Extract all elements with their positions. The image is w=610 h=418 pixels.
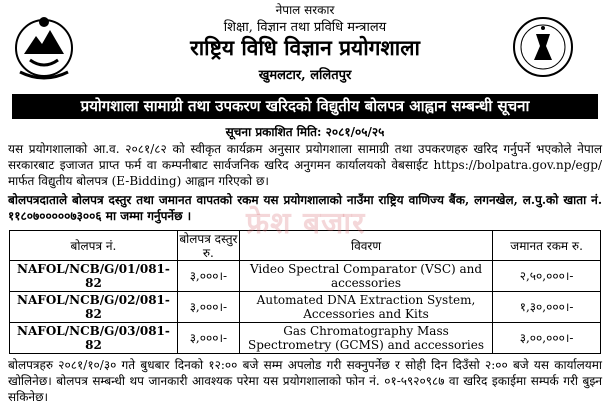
publish-date: सूचना प्रकाशित मिति: २०८१/०५/२५	[225, 125, 385, 139]
fee-cell: ३,०००।-	[177, 292, 239, 323]
description-cell: Gas Chromatography Mass Spectrometry (GCMS) and accessories	[239, 323, 492, 354]
ministry-label: शिक्षा, विज्ञान तथा प्रविधि मन्त्रालय	[223, 20, 387, 35]
fee-cell: ३,०००।-	[177, 323, 239, 354]
government-label: नेपाल सरकार	[275, 3, 335, 17]
security-cell: २,५०,०००।-	[493, 261, 601, 292]
bid-no-cell: NAFOL/NCB/G/03/081-82	[10, 323, 178, 354]
header-description: विवरण	[239, 231, 492, 261]
table-row	[10, 323, 601, 354]
bid-no-cell: NAFOL/NCB/G/02/081-82	[10, 292, 178, 323]
office-location: खुमलटार, ललितपुर	[258, 68, 352, 83]
header-security: जमानत रकम रु.	[493, 231, 601, 261]
lab-seal-icon	[512, 16, 574, 78]
closing-paragraph: बोलपत्रहरु २०८१/१०/३० गते बुधबार दिनको १२:०० बजे सम्म अपलोड गरी सक्नुपर्नेछ र सोही दिन दिउँसो २:०० बजे यस कार्यालयमा खोलिनेछ। बोलपत्र सम्बन्धी थप जानकारी आवश्यक परेमा यस प्रयोगशालाको फोन नं. ०१-५९२०९८७ वा खरिद इकाईमा सम्पर्क गरी बुझ्न सकिनेछ।	[8, 358, 602, 404]
bid-table	[9, 230, 601, 354]
notice-title-banner: प्रयोगशाला सामाग्री तथा उपकरण खरिदको विद्युतीय बोलपत्र आह्वान सम्बन्धी सूचना	[12, 94, 598, 119]
bid-no-cell: NAFOL/NCB/G/01/081-82	[10, 261, 178, 292]
fee-cell: ३,०००।-	[177, 261, 239, 292]
intro-paragraph: यस प्रयोगशालाको आ.व. २०८१/८२ को स्वीकृत कार्यक्रम अनुसार प्रयोगशाला सामाग्री तथा उपकरणहरु खरिद गर्नुपर्ने भएकोले नेपाल सरकारबाट इजाजत प्राप्त फर्म वा कम्पनीबाट सार्वजनिक खरिद अनुगमन कार्यालयको वेबसाईट https://bolpatra.gov.np/egp/ मार्फत विद्युतीय बोलपत्र (E-Bidding) आह्वान गरिएको छ।	[8, 142, 602, 188]
security-cell: ३,००,०००।-	[493, 323, 601, 354]
table-row	[10, 292, 601, 323]
office-title: राष्ट्रिय विधि विज्ञान प्रयोगशाला	[190, 35, 420, 60]
description-cell: Automated DNA Extraction System, Accessories and Kits	[239, 292, 492, 323]
table-row	[10, 261, 601, 292]
description-cell: Video Spectral Comparator (VSC) and accessories	[239, 261, 492, 292]
fee-paragraph: बोलपत्रदाताले बोलपत्र दस्तुर तथा जमानत वापतको रकम यस प्रयोगशालाको नाउँमा राष्ट्रिय वाणिज्य बैंक, लगनखेल, ल.पु.को खाता नं. ११८०७०००००७३००६ मा जम्मा गर्नुपर्नेछ ।	[8, 193, 602, 223]
header-bid-no: बोलपत्र नं.	[10, 231, 178, 261]
watermark: फ्रेश बजार	[246, 206, 366, 241]
security-cell: १,३०,०००।-	[493, 292, 601, 323]
letterhead	[0, 0, 610, 96]
header-fee: बोलपत्र दस्तुर रु.	[179, 231, 238, 260]
